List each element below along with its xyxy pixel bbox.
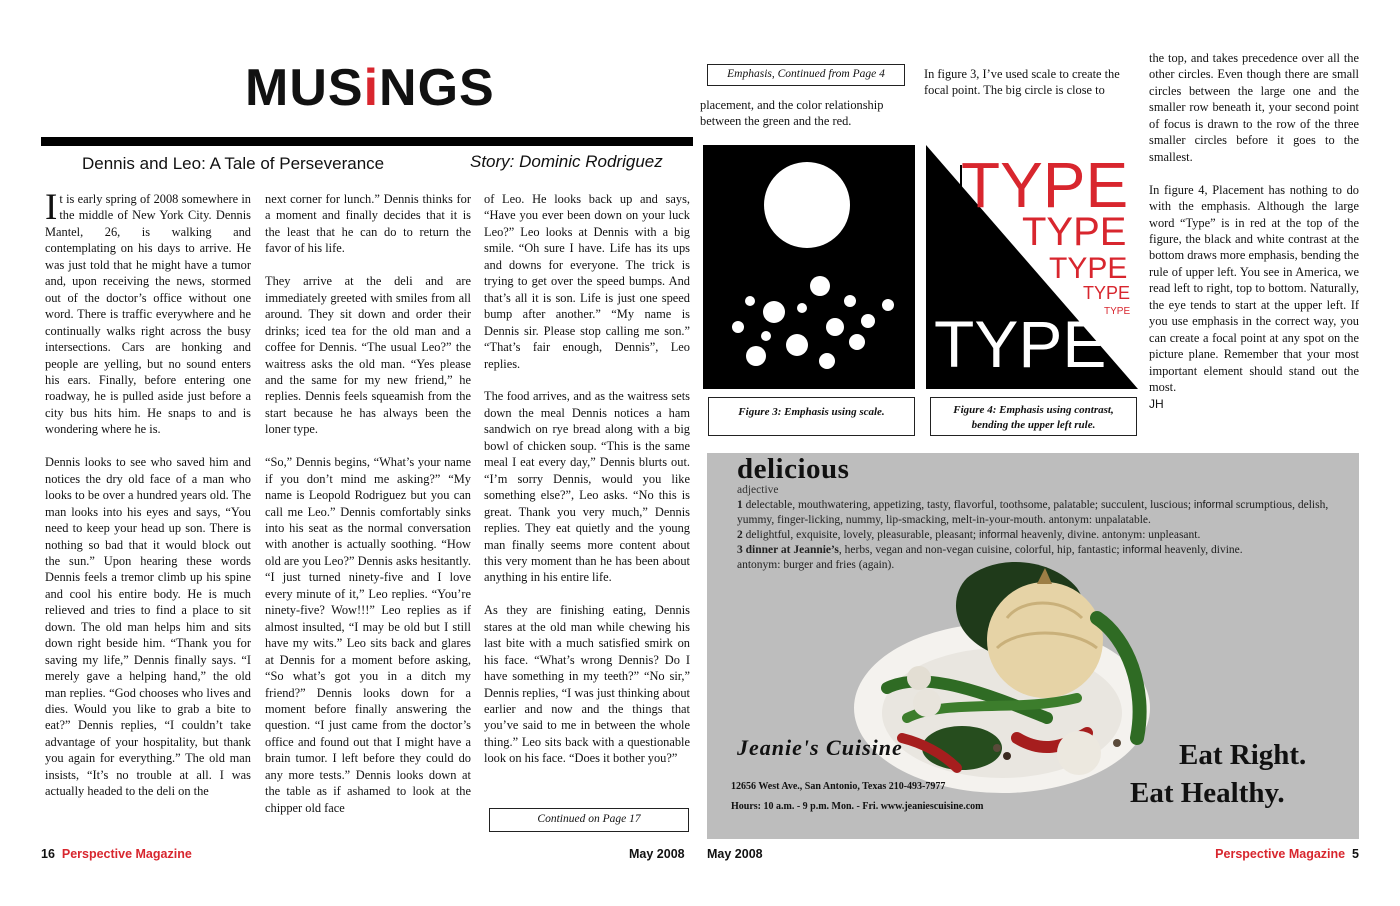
figure-3-emphasis-scale xyxy=(703,145,915,389)
ad-address: 12656 West Ave., San Antonio, Texas 210-493-7977 xyxy=(731,781,946,792)
informal-label: informal xyxy=(1122,544,1162,556)
definition-3-antonym: antonym: burger and fries (again). xyxy=(737,559,895,571)
column-b-text: In figure 3, I’ve used scale to create the focal point. The big circle is close to xyxy=(924,67,1120,98)
article-title: Dennis and Leo: A Tale of Perseverance xyxy=(82,154,385,173)
paragraph: t is early spring of 2008 somewhere in the middle of New York City. Dennis Mantel, 26, is walking and contemplating on his days to arrive. He was just told that he might have a tumor and, upon receiving the news, stormed out of the doctor’s office without one word. There is traffic everywhere and he continually walks right across the busy intersections. Cars are honking and people are yelling, but no sound enters his ears. Finally, before entering one roadway, he is pulled aside just before a city bus hits him. He snaps to and is wondering where he is. xyxy=(45,192,251,437)
def-text: scrumptious, delish, yummy, finger-licking, nummy, lip-smacking, melt-in-your-mouth. antonym: unpalatable. xyxy=(737,499,1329,526)
def-text: delightful, exquisite, lovely, pleasurable, pleasant; xyxy=(742,529,979,541)
type-word: TYPE xyxy=(934,307,1107,381)
page-number: 16 xyxy=(41,847,55,861)
footer-left xyxy=(41,847,192,861)
jeanies-cuisine-ad xyxy=(707,453,1359,839)
figure-4-emphasis-contrast xyxy=(926,145,1138,389)
footer-right xyxy=(1215,847,1359,861)
def-num: 3 xyxy=(737,544,743,556)
masthead-rule xyxy=(41,137,693,146)
type-illustration xyxy=(926,145,1138,389)
type-word: TYPE xyxy=(1022,210,1127,254)
ad-hours: Hours: 10 a.m. - 9 p.m. Mon. - Fri. www.jeaniescuisine.com xyxy=(731,801,984,812)
paragraph: next corner for lunch.” Dennis thinks for a moment and finally decides that it is the least that he can do to return the favor of his life. xyxy=(265,192,471,256)
def-text: heavenly, divine. xyxy=(1161,544,1243,556)
figure-4-caption: Figure 4: Emphasis using contrast, bending the upper left rule. xyxy=(930,397,1137,436)
masthead-part: MUS xyxy=(245,59,364,117)
paragraph: the top, and takes precedence over all the other circles. Even though there are small circles between the large one and the smaller row beneath it, your second point of focus is drawn to the row of the three smaller circles before it goes to the smallest. xyxy=(1149,51,1359,164)
type-word: TYPE xyxy=(1083,283,1131,303)
continuation-intro-text: placement, and the color relationship between the green and the red. xyxy=(700,98,884,129)
paragraph: “So,” Dennis begins, “What’s your name if you don’t mind me asking?” “My name is Leopold Rodriguez but you can call me Leo.” Dennis comfortably sinks into his seat as the normal conversation with another is actually soothing. “How old are you Leo?” Dennis asks hesitantly. “I just turned ninety-five and I love every minute of it,” Leo replies. “You’re ninety-five? Wow!!!” Leo replies as if almost insulted, “I may be old but I still have my wits.” Leo sits back and glares at Dennis for a moment before asking, “So what’s got you in a ditch my friend?” Dennis looks down for a moment before finally answering the question. “I just came from the doctor’s office and found out that I might have a brain tumor. I left before they could do any more tests.” Dennis looks down at the table as if ashamed to look at the chipper old face xyxy=(265,455,471,815)
paragraph: of Leo. He looks back up and says, “Have you ever been down on your luck Leo?” Leo looks at Dennis with a big smile. “Oh sure I have. Life has its ups and downs for everyone. The trick is trying to get over the speed bumps. And that’s all it is son. Life is just one speed bump after another.” “My name is Dennis sir. Please stop calling me son.” “That’s fair enough, Dennis”, Leo replies. xyxy=(484,192,690,371)
def-highlight: dinner at Jeannie’s xyxy=(742,544,839,556)
paragraph: Dennis looks to see who saved him and notices the dry old face of a man who looks to be over a hundred years old. The man looks into his eyes and says, “You need to keep your head up son. There is nothing so bad that it would block out the sun.” Upon hearing these words Dennis feels a tremor climb up his spine and cool his entire body. He is much relieved and tries to find a place to sit down. The old man helps him and sits down right beside him. “Thank you for saving my life,” Dennis finally says. “I merely gave a helping hand,” the old man replies. “God chooses who lives and dies. Would you like to grab a bite to eat?” Dennis replies, “I couldn’t take advantage of your hospitality, but thank you again for everything.” The old man insists, “It’s no trouble at all. I was actually headed to the deli on the xyxy=(45,455,251,799)
def-num: 1 xyxy=(737,499,743,511)
masthead xyxy=(245,58,495,118)
def-text: heavenly, divine. antonym: unpleasant. xyxy=(1018,529,1201,541)
circles-illustration xyxy=(703,145,915,389)
paragraph: As they are finishing eating, Dennis stares at the old man while chewing his last bite with a much satisfied smirk on his face. “What’s wrong Dennis? Do I have something in my teeth?” “No sir,” Dennis replies, “I was just thinking about earlier and now and the things that you’ve said to me in between the whole thing.” Leo sits back with a questionable look on his face. “Does it bother you?” xyxy=(484,603,690,766)
informal-label: informal xyxy=(1193,499,1234,511)
paragraph: In figure 4, Placement has nothing to do with the emphasis. Although the large word “Type” is in red at the top of the figure, the black and white contrast at the bottom draws more emphasis, bending the rule of upper left. You see in America, we read left to right, top to bottom. Naturally, the eye tends to start at the upper left. If you use emphasis in the correct way, you can create a focal point at any spot on the picture plane. Remember that your most important element should stand out the most. xyxy=(1149,182,1359,395)
masthead-accent: i xyxy=(363,59,380,117)
ad-part-of-speech: adjective xyxy=(737,484,779,496)
continued-from-box: Emphasis, Continued from Page 4 xyxy=(707,64,905,86)
definition-1 xyxy=(737,498,1337,528)
type-word: TYPE xyxy=(1104,306,1131,317)
def-text: delectable, mouthwatering, appetizing, tasty, flavorful, toothsome, palatable; succulent, luscious; xyxy=(742,499,1194,511)
byline: Story: Dominic Rodriguez xyxy=(470,152,663,171)
def-text: , herbs, vegan and non-vegan cuisine, colorful, hip, fantastic; xyxy=(838,544,1123,556)
article-column-3 xyxy=(484,191,690,767)
article-column-c xyxy=(1149,50,1359,412)
page-number: 5 xyxy=(1352,847,1359,861)
article-column-2 xyxy=(265,191,471,816)
author-initials: JH xyxy=(1149,396,1164,411)
article-column-1 xyxy=(45,187,251,800)
paragraph: They arrive at the deli and are immediately greeted with smiles from all around. They sit down and order their drinks; iced tea for the old man and a coffee for Dennis. “The usual Leo?” the waitress asks the old man. “Yes please and the same for my new friend,” he replies. Dennis feels squeamish from the start because he has always been the loner type. xyxy=(265,274,471,437)
type-word: TYPE xyxy=(1049,252,1128,285)
masthead-part: NGS xyxy=(379,59,495,117)
footer-date-left: May 2008 xyxy=(629,847,685,861)
definition-2 xyxy=(737,528,1337,543)
drop-cap: I xyxy=(45,187,58,228)
informal-label: informal xyxy=(978,529,1019,541)
magazine-name: Perspective Magazine xyxy=(61,847,192,861)
footer-date-right: May 2008 xyxy=(707,847,763,861)
ad-brand-logo: Jeanie's Cuisine xyxy=(737,735,903,760)
type-word: TYPE xyxy=(961,149,1129,221)
paragraph: The food arrives, and as the waitress sets down the meal Dennis notices a ham sandwich on rye bread along with a big bowl of chicken soup. “This is the same meal I eat every day,” Dennis blurts out. “I’m sorry Dennis, would you like something else?”, Leo asks. “No this is great. Thank you very much,” Dennis replies. They eat quietly and the young man finally seems more content about this very moment than he has been about anything in his entire life. xyxy=(484,389,690,585)
figure-3-caption: Figure 3: Emphasis using scale. xyxy=(708,397,915,436)
def-num: 2 xyxy=(737,529,743,541)
magazine-name: Perspective Magazine xyxy=(1215,847,1346,861)
continued-on-box: Continued on Page 17 xyxy=(489,808,689,832)
ad-slogan-2: Eat Healthy. xyxy=(1130,777,1285,809)
ad-slogan-1: Eat Right. xyxy=(1179,739,1307,771)
ad-word: delicious xyxy=(737,453,850,485)
